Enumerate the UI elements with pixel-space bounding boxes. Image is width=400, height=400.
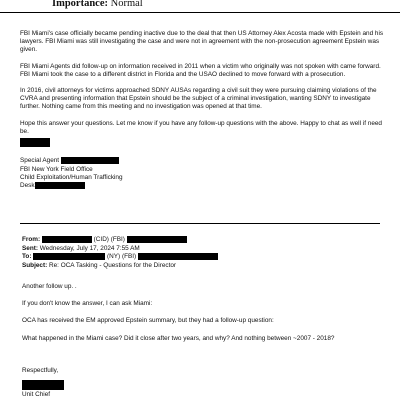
reply-paragraph-1: FBI Miami's case officially became pending inactive due to the deal that then US Attorney Alex Acosta made with Epstein and his lawyers. FBI Miami was still investigating the case and were not in agreement with the non-prosecution agreement Epstein was given. <box>20 30 384 54</box>
to-row <box>22 253 382 262</box>
subject-row <box>22 262 382 271</box>
signature-title: Special Agent <box>20 157 60 165</box>
redaction-bar <box>35 182 85 189</box>
email-body <box>22 283 382 352</box>
sent-value: Wednesday, July 17, 2024 7:55 AM <box>39 244 140 252</box>
reply-paragraph-4: Hope this answer your questions. Let me know if you have any follow-up questions with the above. Happy to chat as well if need be. <box>20 119 382 135</box>
redaction-bar <box>42 236 92 243</box>
signature-desk-label: Desk <box>20 182 35 190</box>
email-body-line-2: If you don't know the answer, I can ask Miami: <box>22 300 153 308</box>
reply-paragraph-3: In 2016, civil attorneys for victims approached SDNY AUSAs regarding a civil suit they were pursuing claiming violations of the CVRA and presenting information that Epstein should be the subject of a criminal investigation, wanting SDNY to investigate further. Nothing came from this meeting and no investigation was opened at that time. <box>20 87 377 111</box>
from-value: (CID) (FBI) <box>93 236 125 244</box>
redaction-block <box>20 138 385 147</box>
message-divider <box>20 223 380 224</box>
sent-row <box>22 245 382 254</box>
reply-message <box>20 30 385 191</box>
signature-office: FBI New York Field Office <box>20 165 93 173</box>
importance-line <box>52 0 143 9</box>
to-value: (NY) (FBI) <box>107 253 137 261</box>
email-body-line-4: What happened in the Miami case? Did it close after two years, and why? And nothing between ~2007 - 2018? <box>22 334 335 342</box>
from-label: From: <box>22 236 41 244</box>
email-body-line-1: Another follow up. . <box>22 283 77 290</box>
from-row <box>22 236 382 245</box>
redaction-bar <box>22 380 64 390</box>
closing-redaction <box>22 380 64 390</box>
redaction-bar <box>61 157 119 164</box>
redaction-bar <box>127 236 187 243</box>
importance-label: Importance: <box>52 0 108 9</box>
subject-value: Re: OCA Tasking - Questions for the Director <box>49 262 177 270</box>
reply-paragraph-2: FBI Miami Agents did follow-up on information received in 2011 when a victim who originally was not spoken with came forward. FBI Miami took the case to a different district in Florida and the USAO declined to move forward with a prosecution. <box>20 62 381 78</box>
email-header <box>22 236 382 271</box>
signature-title-line <box>20 157 385 165</box>
redaction-bar <box>138 253 218 260</box>
closing-text: Respectfully, <box>22 367 59 374</box>
subject-label: Subject: <box>22 262 48 270</box>
email-closing <box>22 367 64 399</box>
to-label: To: <box>22 253 32 261</box>
redaction-bar <box>20 138 50 147</box>
redaction-bar <box>33 253 105 260</box>
sent-label: Sent: <box>22 244 38 252</box>
signature-unit: Child Exploitation/Human Trafficking <box>20 174 123 182</box>
email-body-line-3: OCA has received the EM approved Epstein summary, but they had a follow-up question: <box>22 317 274 325</box>
closing-title: Unit Chief <box>22 391 51 399</box>
signature-desk-line <box>20 182 385 190</box>
importance-value: Normal <box>110 0 143 9</box>
